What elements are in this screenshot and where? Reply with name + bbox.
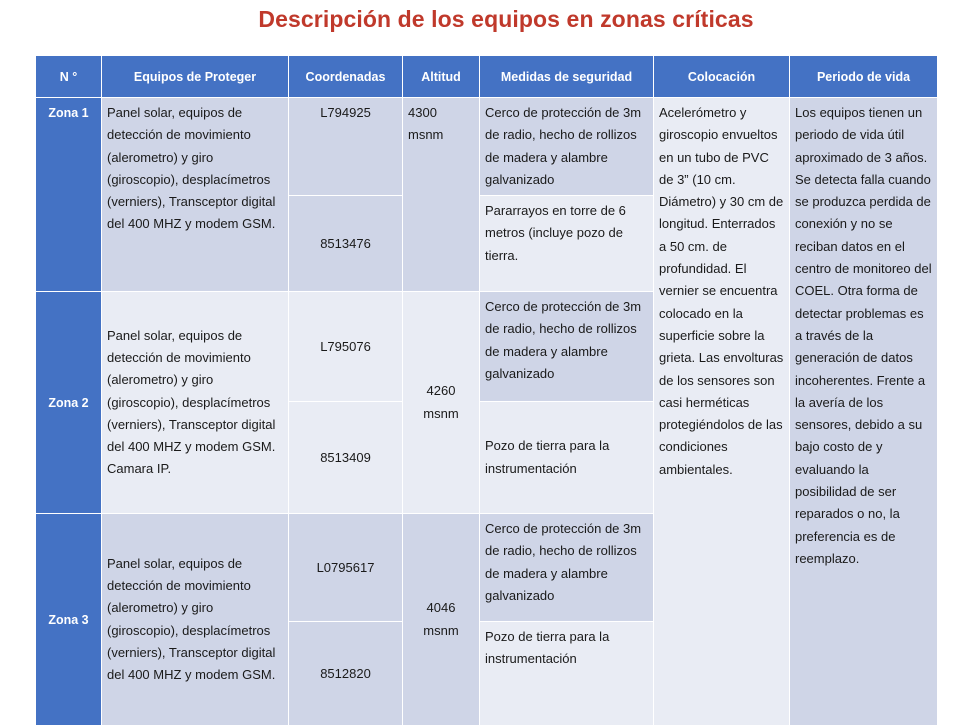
equipos-cell: Panel solar, equipos de detección de movimiento (alerometro) y giro (giroscopio), desplacímetros (verniers), Transceptor digital del 400 MHZ y modem GSM. [102, 98, 289, 292]
medida-cell: Cerco de protección de 3m de radio, hecho de rollizos de madera y alambre galvanizado [480, 98, 654, 196]
medida-cell: Pararrayos en torre de 6 metros (incluye pozo de tierra. [480, 196, 654, 292]
coordinate-cell: 8513476 [289, 196, 403, 292]
altitud-cell: 4260 msnm [403, 292, 480, 514]
coordinate-cell: L0795617 [289, 514, 403, 622]
coordinate-cell: L794925 [289, 98, 403, 196]
medida-cell: Pozo de tierra para la instrumentación [480, 622, 654, 726]
altitud-cell: 4300 msnm [403, 98, 480, 292]
periodo-vida-cell: Los equipos tienen un periodo de vida útil aproximado de 3 años. Se detecta falla cuando se produzca perdida de conexión y no se reciban datos en el centro de monitoreo del COEL. Otra forma de detectar problemas es a través de la generación de datos incoherentes. Frente a la avería de los sensores, debido a su bajo costo de y evaluando la posibilidad de ser reparados o no, la preferencia es de reemplazo. [790, 98, 938, 726]
page-title: Descripción de los equipos en zonas críticas [258, 6, 754, 32]
header-numero: N ° [36, 56, 102, 98]
equipos-cell: Panel solar, equipos de detección de movimiento (alerometro) y giro (giroscopio), desplacímetros (verniers), Transceptor digital del 400 MHZ y modem GSM. [102, 514, 289, 726]
coordinate-cell: 8513409 [289, 402, 403, 514]
header-medidas: Medidas de seguridad [480, 56, 654, 98]
medida-cell: Cerco de protección de 3m de radio, hecho de rollizos de madera y alambre galvanizado [480, 514, 654, 622]
header-row [36, 56, 938, 98]
coordinate-cell: 8512820 [289, 622, 403, 726]
equipos-cell: Panel solar, equipos de detección de movimiento (alerometro) y giro (giroscopio), desplacímetros (verniers), Transceptor digital del 400 MHZ y modem GSM. Camara IP. [102, 292, 289, 514]
equipment-table [35, 55, 938, 726]
colocacion-cell: Acelerómetro y giroscopio envueltos en un tubo de PVC de 3” (10 cm. Diámetro) y 30 cm de longitud. Enterrados a 50 cm. de profundidad. El vernier se encuentra colocado en la superficie sobre la grieta. Las envolturas de los sensores son casi herméticas protegiéndolos de las condiciones ambientales. [654, 98, 790, 726]
zone-label: Zona 3 [36, 514, 102, 726]
header-altitud: Altitud [403, 56, 480, 98]
zone-label: Zona 2 [36, 292, 102, 514]
medida-cell: Cerco de protección de 3m de radio, hecho de rollizos de madera y alambre galvanizado [480, 292, 654, 402]
header-periodo: Periodo de vida [790, 56, 938, 98]
zone-label: Zona 1 [36, 98, 102, 292]
header-equipos: Equipos de Proteger [102, 56, 289, 98]
coordinate-cell: L795076 [289, 292, 403, 402]
header-coordenadas: Coordenadas [289, 56, 403, 98]
altitud-cell: 4046 msnm [403, 514, 480, 726]
medida-cell: Pozo de tierra para la instrumentación [480, 402, 654, 514]
header-colocacion: Colocación [654, 56, 790, 98]
table-row [36, 98, 938, 196]
